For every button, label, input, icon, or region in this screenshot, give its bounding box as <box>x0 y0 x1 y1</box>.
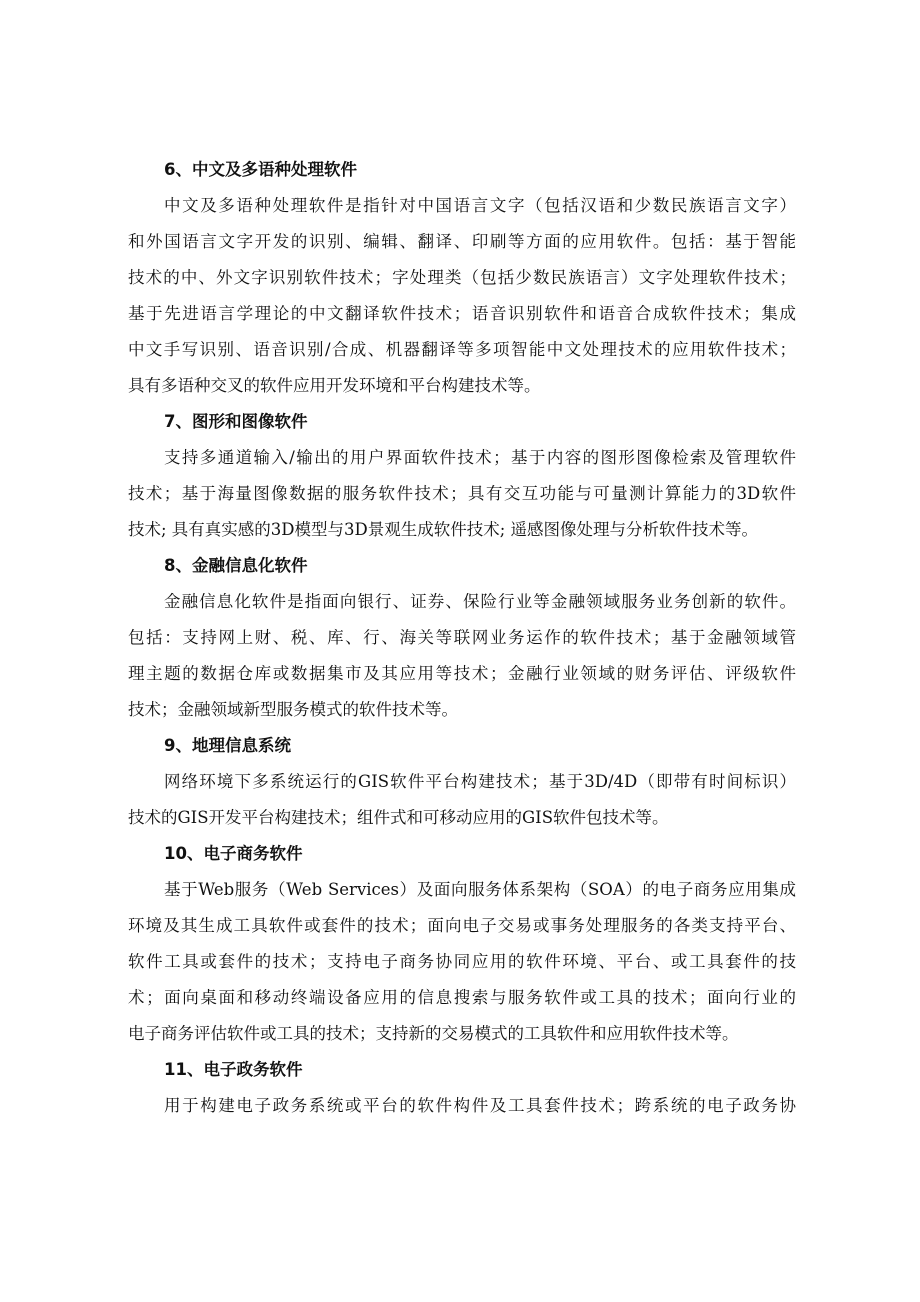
paragraph-line: 术；面向桌面和移动终端设备应用的信息搜索与服务软件或工具的技术；面向行业的 <box>128 988 796 1007</box>
paragraph-line: 支持多通道输入/输出的用户界面软件技术；基于内容的图形图像检索及管理软件 <box>164 448 796 467</box>
section-10 <box>128 836 796 1052</box>
section-heading: 7、图形和图像软件 <box>164 412 308 431</box>
paragraph-line: 用于构建电子政务系统或平台的软件构件及工具套件技术；跨系统的电子政务协 <box>164 1096 796 1115</box>
section-6 <box>128 152 796 404</box>
paragraph-line: 包括：支持网上财、税、库、行、海关等联网业务运作的软件技术；基于金融领域管 <box>128 628 796 647</box>
section-7 <box>128 404 796 548</box>
paragraph-line: 电子商务评估软件或工具的技术；支持新的交易模式的工具软件和应用软件技术等。 <box>128 1024 739 1043</box>
paragraph-line: 中文手写识别、语音识别/合成、机器翻译等多项智能中文处理技术的应用软件技术； <box>128 340 796 359</box>
paragraph-line: 和外国语言文字开发的识别、编辑、翻译、印刷等方面的应用软件。包括：基于智能 <box>128 232 796 251</box>
paragraph-line: 技术；基于海量图像数据的服务软件技术；具有交互功能与可量测计算能力的3D软件 <box>128 484 796 503</box>
section-heading: 8、金融信息化软件 <box>164 556 308 575</box>
paragraph-line: 技术的中、外文字识别软件技术；字处理类（包括少数民族语言）文字处理软件技术； <box>128 268 796 287</box>
section-heading: 10、电子商务软件 <box>164 844 303 863</box>
paragraph-line: 理主题的数据仓库或数据集市及其应用等技术；金融行业领域的财务评估、评级软件 <box>128 664 796 683</box>
paragraph-line: 技术；金融领域新型服务模式的软件技术等。 <box>128 700 458 719</box>
paragraph-line: 中文及多语种处理软件是指针对中国语言文字（包括汉语和少数民族语言文字） <box>164 196 796 215</box>
paragraph-line: 基于先进语言学理论的中文翻译软件技术；语音识别软件和语音合成软件技术；集成 <box>128 304 796 323</box>
paragraph-line: 网络环境下多系统运行的GIS软件平台构建技术；基于3D/4D（即带有时间标识） <box>164 772 796 791</box>
document-body <box>128 152 796 1124</box>
paragraph-line: 技术的GIS开发平台构建技术；组件式和可移动应用的GIS软件包技术等。 <box>128 808 669 827</box>
section-11 <box>128 1052 796 1124</box>
paragraph-line: 环境及其生成工具软件或套件的技术；面向电子交易或事务处理服务的各类支持平台、 <box>128 916 796 935</box>
paragraph-line: 具有多语种交叉的软件应用开发环境和平台构建技术等。 <box>128 376 541 395</box>
section-9 <box>128 728 796 836</box>
paragraph-line: 金融信息化软件是指面向银行、证券、保险行业等金融领域服务业务创新的软件。 <box>164 592 796 611</box>
paragraph-line: 软件工具或套件的技术；支持电子商务协同应用的软件环境、平台、或工具套件的技 <box>128 952 796 971</box>
section-8 <box>128 548 796 728</box>
section-heading: 9、地理信息系统 <box>164 736 291 755</box>
paragraph-line: 基于Web服务（Web Services）及面向服务体系架构（SOA）的电子商务应用集成 <box>164 880 796 899</box>
paragraph-line: 技术; 具有真实感的3D模型与3D景观生成软件技术; 遥感图像处理与分析软件技术等。 <box>128 520 759 539</box>
section-heading: 6、中文及多语种处理软件 <box>164 160 357 179</box>
section-heading: 11、电子政务软件 <box>164 1060 303 1079</box>
